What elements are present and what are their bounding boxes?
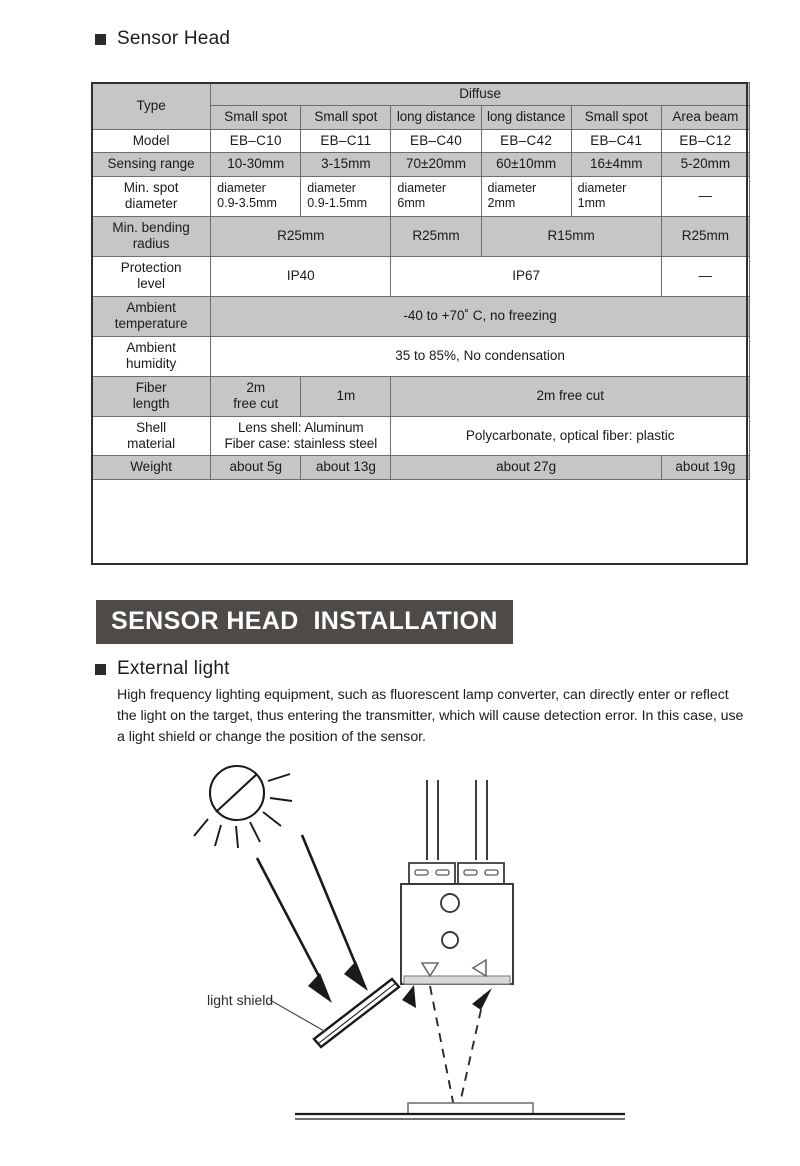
cell-bending-1: R25mm [391,216,481,256]
rowlabel-line-2: humidity [125,356,177,372]
fiber-cables [427,780,487,860]
rowlabel-line-1: Ambient [126,339,176,355]
cell-model-0: EB–C10 [211,129,301,152]
external-light-heading-label: External light [117,658,230,679]
mounting-hole-upper [441,894,459,912]
cell-group-diffuse: Diffuse [211,83,750,106]
rowlabel-min-bending-radius [92,216,211,256]
shield-reflection-arrowhead [402,985,416,1008]
sun-rays [194,774,292,848]
table-row-min-spot-diameter [92,176,750,216]
shell-material-line-2: Fiber case: stainless steel [224,435,378,451]
beam-return [458,992,485,1112]
shell-material-line-1: Lens shell: Aluminum [238,419,364,435]
cell-shell-material-1: Polycarbonate, optical fiber: plastic [391,416,750,456]
cell-bending-0: R25mm [211,216,391,256]
cell-model-5: EB–C12 [661,129,749,152]
cell-weight-0: about 5g [211,456,301,479]
square-bullet-icon [95,34,106,45]
cell-fiber-length-2: 2m free cut [391,376,750,416]
cell-model-4: EB–C41 [571,129,661,152]
external-light-heading [95,658,230,680]
table-row-sensing-range [92,153,750,176]
table-row-shell-material [92,416,750,456]
table-row-model [92,129,750,152]
section-banner-sensor-head-installation: SENSOR HEAD INSTALLATION [96,600,513,644]
rowlabel-line-1: Protection [120,259,182,275]
rowlabel-ambient-temperature [92,296,211,336]
rowlabel-line-1: Shell [136,419,167,435]
rowlabel-line-2: material [127,435,176,451]
cell-ambient-humidity: 35 to 85%, No condensation [211,336,750,376]
arrowhead [308,973,332,1003]
cell-subtype-3: long distance [481,106,571,129]
rowlabel-line-1: Ambient [126,299,176,315]
rowlabel-line-2: level [137,276,165,292]
cell-min-spot-3: diameter 2mm [481,176,571,216]
rowlabel-line-1: Min. spot [123,179,179,195]
cell-bending-3: R25mm [661,216,749,256]
cell-sensing-range-0: 10-30mm [211,153,301,176]
cell-protection-0: IP40 [211,256,391,296]
rowlabel-fiber-length [92,376,211,416]
rowlabel-line-2: diameter [124,196,178,212]
rowlabel-model: Model [92,129,211,152]
rowlabel-line-1: Fiber [135,379,167,395]
rowlabel-protection-level [92,256,211,296]
cell-min-spot-0: diameter 0.9-3.5mm [211,176,301,216]
light-shield-label: light shield [207,992,274,1008]
cell-weight-2: about 27g [391,456,661,479]
light-shield-plate [314,979,399,1047]
cell-min-spot-5: — [661,176,749,216]
light-shield-leader-line [270,1000,326,1032]
table-row-header-group [92,83,750,106]
diagram-svg [150,760,770,1145]
sensor-face-plate [404,976,510,984]
table-row-min-bending-radius [92,216,750,256]
cell-min-spot-2: diameter 6mm [391,176,481,216]
cell-sensing-range-3: 60±10mm [481,153,571,176]
sensor-head-spec-table [91,82,750,480]
cell-min-spot-4: diameter 1mm [571,176,661,216]
light-ray-arrow-2 [302,835,368,991]
cell-weight-1: about 13g [301,456,391,479]
cell-model-3: EB–C42 [481,129,571,152]
arrowhead [344,961,368,991]
beam-emit [430,986,455,1112]
square-bullet-icon [95,664,106,675]
cell-min-spot-1: diameter 0.9-1.5mm [301,176,391,216]
cell-fiber-length-0: 2m free cut [211,376,301,416]
sensor-head-assembly [401,780,513,984]
connector-right [458,863,504,885]
ground-surface [295,1114,625,1119]
cell-subtype-1: Small spot [301,106,391,129]
external-light-paragraph: High frequency lighting equipment, such as fluorescent lamp converter, can directly enter or reflect the light on the target, thus entering the transmitter, which will cause detection error. In this case, use a light shield or change the position of the sensor. [117,687,744,745]
mounting-hole-lower [442,932,458,948]
cell-subtype-0: Small spot [211,106,301,129]
rowlabel-line-2: length [132,396,170,412]
rowlabel-line-2: radius [132,236,170,252]
cell-protection-2: — [661,256,749,296]
sun-slash [216,774,257,812]
table-row-protection-level [92,256,750,296]
beam-return-arrowhead [472,988,492,1010]
cell-protection-1: IP67 [391,256,661,296]
external-light-diagram [150,760,770,1145]
sensor-head-heading [95,28,230,50]
target-object [408,1103,533,1114]
cell-model-2: EB–C40 [391,129,481,152]
rowlabel-sensing-range: Sensing range [92,153,211,176]
table-row-ambient-humidity [92,336,750,376]
cell-subtype-2: long distance [391,106,481,129]
sun-light-source-icon [194,766,292,848]
cell-ambient-temperature: -40 to +70˚ C, no freezing [211,296,750,336]
cell-sensing-range-2: 70±20mm [391,153,481,176]
rowlabel-weight: Weight [92,456,211,479]
rowlabel-line-2: temperature [114,316,188,332]
rowlabel-ambient-humidity [92,336,211,376]
sensor-head-heading-label: Sensor Head [117,28,231,49]
cell-bending-2: R15mm [481,216,661,256]
cell-sensing-range-4: 16±4mm [571,153,661,176]
cell-subtype-4: Small spot [571,106,661,129]
cell-fiber-length-1: 1m [301,376,391,416]
connector-left [409,863,455,885]
table-row-ambient-temperature [92,296,750,336]
cell-shell-material-0 [211,416,391,456]
cell-sensing-range-1: 3-15mm [301,153,391,176]
cell-model-1: EB–C11 [301,129,391,152]
rowlabel-min-spot-diameter [92,176,211,216]
cell-subtype-5: Area beam [661,106,749,129]
rowlabel-line-1: Min. bending [112,219,190,235]
cell-sensing-range-5: 5-20mm [661,153,749,176]
table-row-fiber-length [92,376,750,416]
cell-weight-3: about 19g [661,456,749,479]
cell-type-label: Type [92,83,211,130]
rowlabel-shell-material [92,416,211,456]
table-row-weight [92,456,750,479]
